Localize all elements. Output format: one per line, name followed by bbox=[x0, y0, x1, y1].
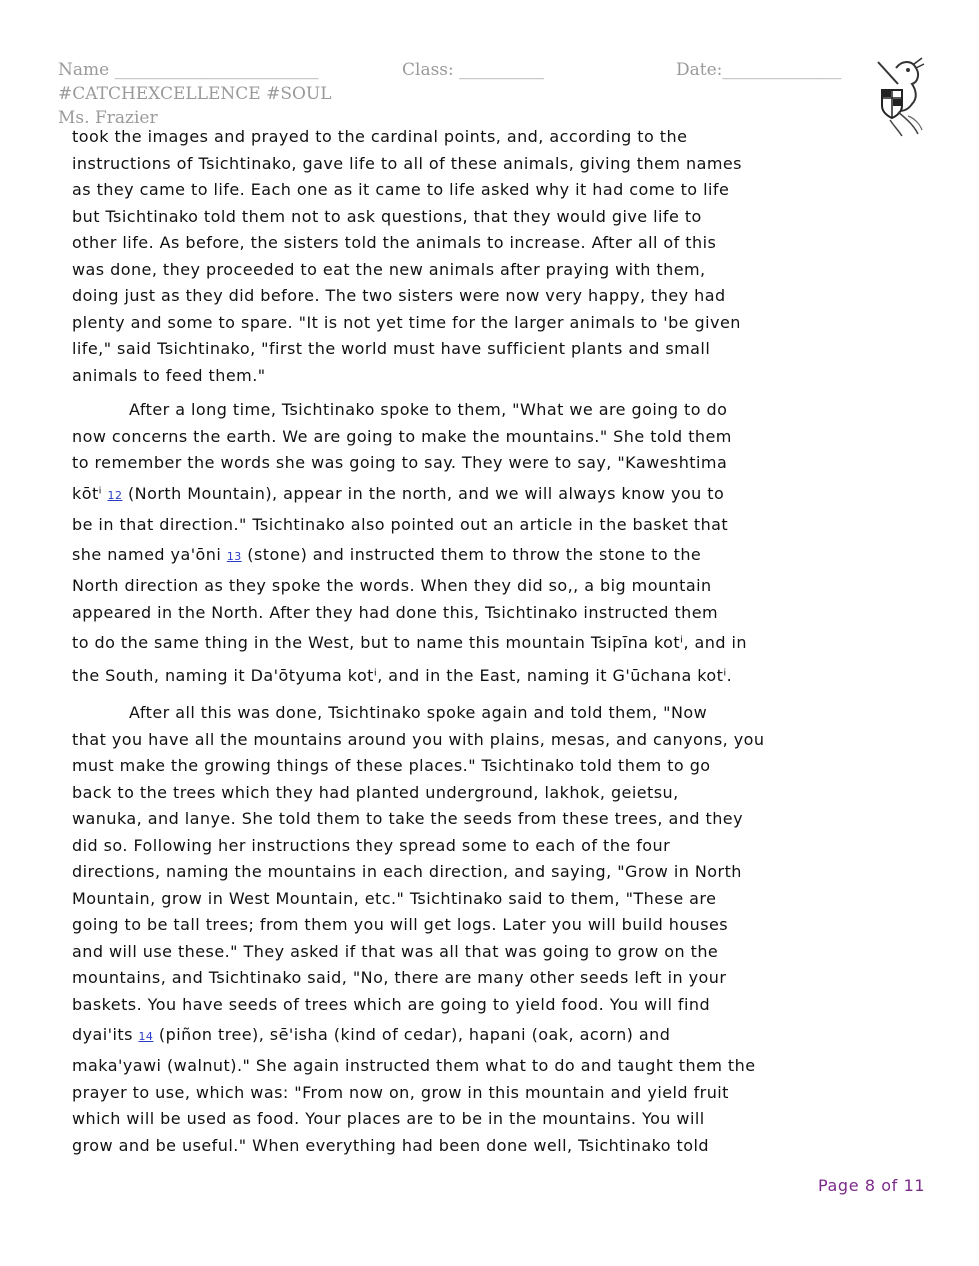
hashtags: #CATCHEXCELLENCE #SOUL bbox=[58, 84, 332, 104]
text-line: to do the same thing in the West, but to name this mountain Tsipīna kotⁱ, and in bbox=[72, 633, 747, 652]
paragraph-3 bbox=[72, 700, 765, 1159]
page-number: Page 8 of 11 bbox=[818, 1176, 926, 1195]
text-line: appeared in the North. After they had done this, Tsichtinako instructed them bbox=[72, 602, 719, 622]
text-line: doing just as they did before. The two sisters were now very happy, they had bbox=[72, 286, 726, 305]
text-line: baskets. You have seeds of trees which are going to yield food. You will find bbox=[72, 994, 711, 1014]
text-line: and will use these." They asked if that was all that was going to grow on the bbox=[72, 941, 719, 961]
text-line-with-footnote bbox=[72, 477, 752, 512]
text-line: wanuka, and lanye. She told them to take the seeds from these trees, and they bbox=[72, 809, 744, 828]
text-line: be in that direction." Tsichtinako also pointed out an article in the basket that bbox=[72, 514, 729, 534]
text-line: Mountain, grow in West Mountain, etc." Tsichtinako said to them, "These are bbox=[72, 888, 717, 908]
text-line: animals to feed them." bbox=[72, 365, 266, 385]
text-line: maka'yawi (walnut)." She again instructed them what to do and taught them the bbox=[72, 1056, 756, 1075]
text-line: other life. As before, the sisters told the animals to increase. After all of this bbox=[72, 233, 717, 252]
text-line-with-footnote bbox=[72, 538, 752, 573]
text-line: prayer to use, which was: "From now on, grow in this mountain and yield fruit bbox=[72, 1082, 729, 1102]
text-line: grow and be useful." When everything had been done well, Tsichtinako told bbox=[72, 1135, 710, 1155]
text-line: took the images and prayed to the cardinal points, and, according to the bbox=[72, 127, 688, 146]
text-line: life," said Tsichtinako, "first the world must have sufficient plants and small bbox=[72, 339, 711, 358]
text-line: now concerns the earth. We are going to make the mountains." She told them bbox=[72, 426, 732, 446]
text-line: After all this was done, Tsichtinako spoke again and told them, "Now bbox=[129, 703, 708, 722]
text-span: kōtⁱ bbox=[72, 483, 108, 503]
name-field: Name ________________________ bbox=[58, 60, 319, 80]
footnote-link-12[interactable]: 12 bbox=[107, 488, 123, 502]
text-line: which will be used as food. Your places are to be in the mountains. You will bbox=[72, 1109, 705, 1128]
text-line: but Tsichtinako told them not to ask questions, that they would give life to bbox=[72, 206, 702, 226]
teacher-name: Ms. Frazier bbox=[58, 108, 158, 128]
paragraph-2 bbox=[72, 397, 752, 692]
text-span: (North Mountain), appear in the north, and we will always know you to bbox=[122, 483, 725, 503]
date-field: Date:______________ bbox=[676, 60, 842, 80]
text-line: that you have all the mountains around you with plains, mesas, and canyons, you bbox=[72, 729, 765, 749]
text-line: North direction as they spoke the words. When they did so,, a big mountain bbox=[72, 576, 712, 595]
text-line: the South, naming it Da'ōtyuma kotⁱ, and in the East, naming it G'ūchana kotⁱ. bbox=[72, 666, 733, 685]
text-line: directions, naming the mountains in each direction, and saying, "Grow in North bbox=[72, 862, 742, 881]
footnote-link-13[interactable]: 13 bbox=[226, 550, 242, 563]
text-line: must make the growing things of these places." Tsichtinako told them to go bbox=[72, 756, 711, 775]
text-line: did so. Following her instructions they spread some to each of the four bbox=[72, 835, 671, 855]
knight-crest-icon bbox=[868, 54, 928, 140]
text-line: was done, they proceeded to eat the new animals after praying with them, bbox=[72, 259, 706, 279]
reading-passage bbox=[72, 124, 765, 1159]
class-field: Class: __________ bbox=[402, 60, 545, 80]
text-span: she named ya'ōni bbox=[72, 545, 227, 564]
text-line: instructions of Tsichtinako, gave life to all of these animals, giving them names bbox=[72, 153, 742, 173]
text-line: After a long time, Tsichtinako spoke to them, "What we are going to do bbox=[129, 400, 728, 419]
text-line: back to the trees which they had planted underground, lakhok, geietsu, bbox=[72, 782, 679, 802]
text-line: as they came to life. Each one as it came to life asked why it had come to life bbox=[72, 180, 730, 199]
text-line-with-footnote bbox=[72, 1018, 752, 1053]
text-line: to remember the words she was going to say. They were to say, "Kaweshtima bbox=[72, 453, 728, 472]
footnote-link-14[interactable]: 14 bbox=[138, 1030, 154, 1043]
text-span: (stone) and instructed them to throw the stone to the bbox=[241, 545, 702, 564]
text-line: going to be tall trees; from them you will get logs. Later you will build houses bbox=[72, 915, 729, 934]
paragraph-1 bbox=[72, 124, 752, 389]
text-line: plenty and some to spare. "It is not yet time for the larger animals to 'be given bbox=[72, 312, 741, 332]
text-line: mountains, and Tsichtinako said, "No, there are many other seeds left in your bbox=[72, 968, 727, 987]
text-span: dyai'its bbox=[72, 1025, 139, 1044]
text-span: (piñon tree), sē'isha (kind of cedar), hapani (oak, acorn) and bbox=[153, 1025, 671, 1044]
